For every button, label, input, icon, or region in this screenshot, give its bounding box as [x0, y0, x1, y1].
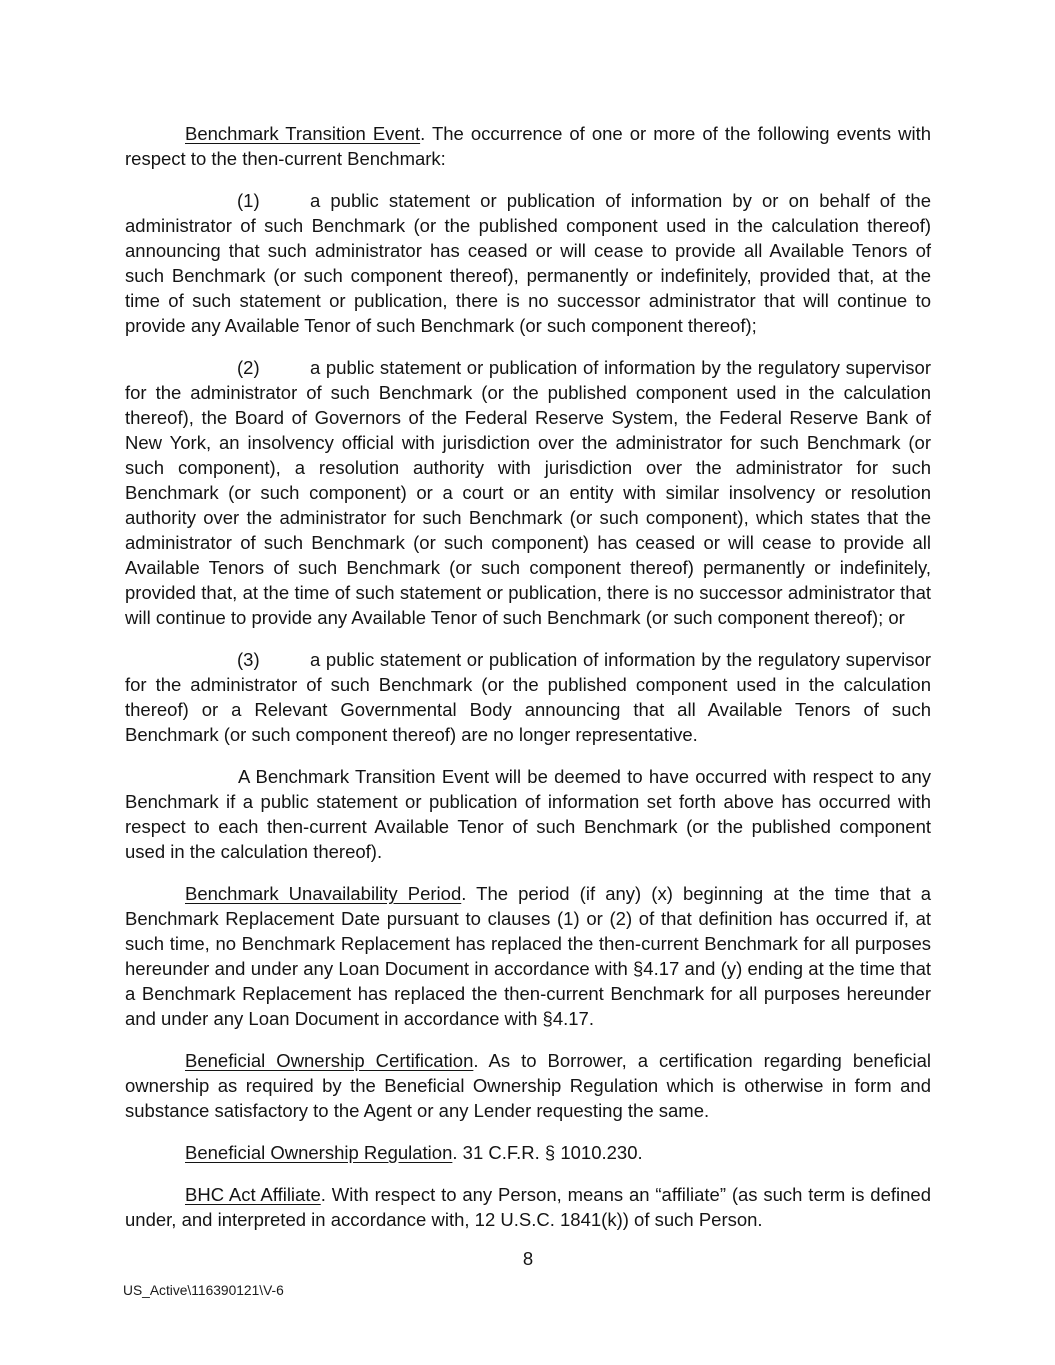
clause-number-3: (3) [237, 649, 260, 670]
defined-term-beneficial-ownership-regulation: Beneficial Ownership Regulation [185, 1142, 453, 1163]
paragraph-text: a public statement or publication of information by the regulatory supervisor for the administrator of such Benchmark (or the published component used in the calculation thereof) or a Relevant Governmental Body announcing that all Available Tenors of such Benchmark (or such component thereof) are no longer representative. [125, 649, 931, 745]
paragraph-text: . The period (if any) (x) beginning at the time that a Benchmark Replacement Date pursuant to clauses (1) or (2) of that definition has occurred if, at such time, no Benchmark Replacement has replaced the then-current Benchmark for all purposes hereunder and under any Loan Document in accordance with §4.17 and (y) ending at the time that a Benchmark Replacement has replaced the then-current Benchmark for all purposes hereunder and under any Loan Document in accordance with §4.17. [125, 883, 931, 1029]
paragraph-text: a public statement or publication of information by or on behalf of the administrator of such Benchmark (or the published component used in the calculation thereof) announcing that such administrator has ceased or will cease to provide all Available Tenors of such Benchmark (or such component thereof), permanently or indefinitely, provided that, at the time of such statement or publication, there is no successor administrator that will continue to provide any Available Tenor of such Benchmark (or such component thereof); [125, 190, 931, 336]
paragraph-benchmark-unavailability-period [125, 881, 931, 1031]
paragraph-text: . 31 C.F.R. § 1010.230. [452, 1142, 643, 1163]
paragraph-beneficial-ownership-certification [125, 1048, 931, 1123]
document-id-footer: US_Active\116390121\V-6 [123, 1283, 284, 1298]
paragraph-text: A Benchmark Transition Event will be deemed to have occurred with respect to any Benchmark if a public statement or publication of information set forth above has occurred with respect to each then-current Available Tenor of such Benchmark (or the published component used in the calculation thereof). [125, 766, 931, 862]
paragraph-text: . With respect to any Person, means an “affiliate” (as such term is defined under, and interpreted in accordance with, 12 U.S.C. 1841(k)) of such Person. [125, 1184, 931, 1230]
paragraph-bhc-act-affiliate [125, 1182, 931, 1232]
clause-number-1: (1) [237, 190, 260, 211]
paragraph-clause-3 [125, 647, 931, 747]
document-body [125, 121, 931, 1249]
paragraph-text: a public statement or publication of information by the regulatory supervisor for the administrator of such Benchmark (or the published component used in the calculation thereof), the Board of Governors of the Federal Reserve System, the Federal Reserve Bank of New York, an insolvency official with jurisdiction over the administrator for such Benchmark (or such component), a resolution authority with jurisdiction over the administrator for such Benchmark (or such component) or a court or an entity with similar insolvency or resolution authority over the administrator for such Benchmark (or such component), which states that the administrator of such Benchmark (or such component) has ceased or will cease to provide all Available Tenors of such Benchmark (or such component thereof) permanently or indefinitely, provided that, at the time of such statement or publication, there is no successor administrator that will continue to provide any Available Tenor of such Benchmark (or such component thereof); or [125, 357, 931, 628]
paragraph-deemed-occurrence [125, 764, 931, 864]
paragraph-text: . The occurrence of one or more of the following events with respect to the then-current Benchmark: [125, 123, 931, 169]
page-number: 8 [522, 1248, 534, 1269]
paragraph-benchmark-transition-event [125, 121, 931, 171]
clause-number-2: (2) [237, 357, 260, 378]
defined-term-benchmark-unavailability-period: Benchmark Unavailability Period [185, 883, 462, 904]
paragraph-text: . As to Borrower, a certification regarding beneficial ownership as required by the Beneficial Ownership Regulation which is otherwise in form and substance satisfactory to the Agent or any Lender requesting the same. [125, 1050, 931, 1121]
defined-term-benchmark-transition-event: Benchmark Transition Event [185, 123, 421, 144]
paragraph-clause-1 [125, 188, 931, 338]
defined-term-bhc-act-affiliate: BHC Act Affiliate [185, 1184, 321, 1205]
paragraph-beneficial-ownership-regulation [125, 1140, 931, 1165]
paragraph-clause-2 [125, 355, 931, 630]
defined-term-beneficial-ownership-certification: Beneficial Ownership Certification [185, 1050, 474, 1071]
